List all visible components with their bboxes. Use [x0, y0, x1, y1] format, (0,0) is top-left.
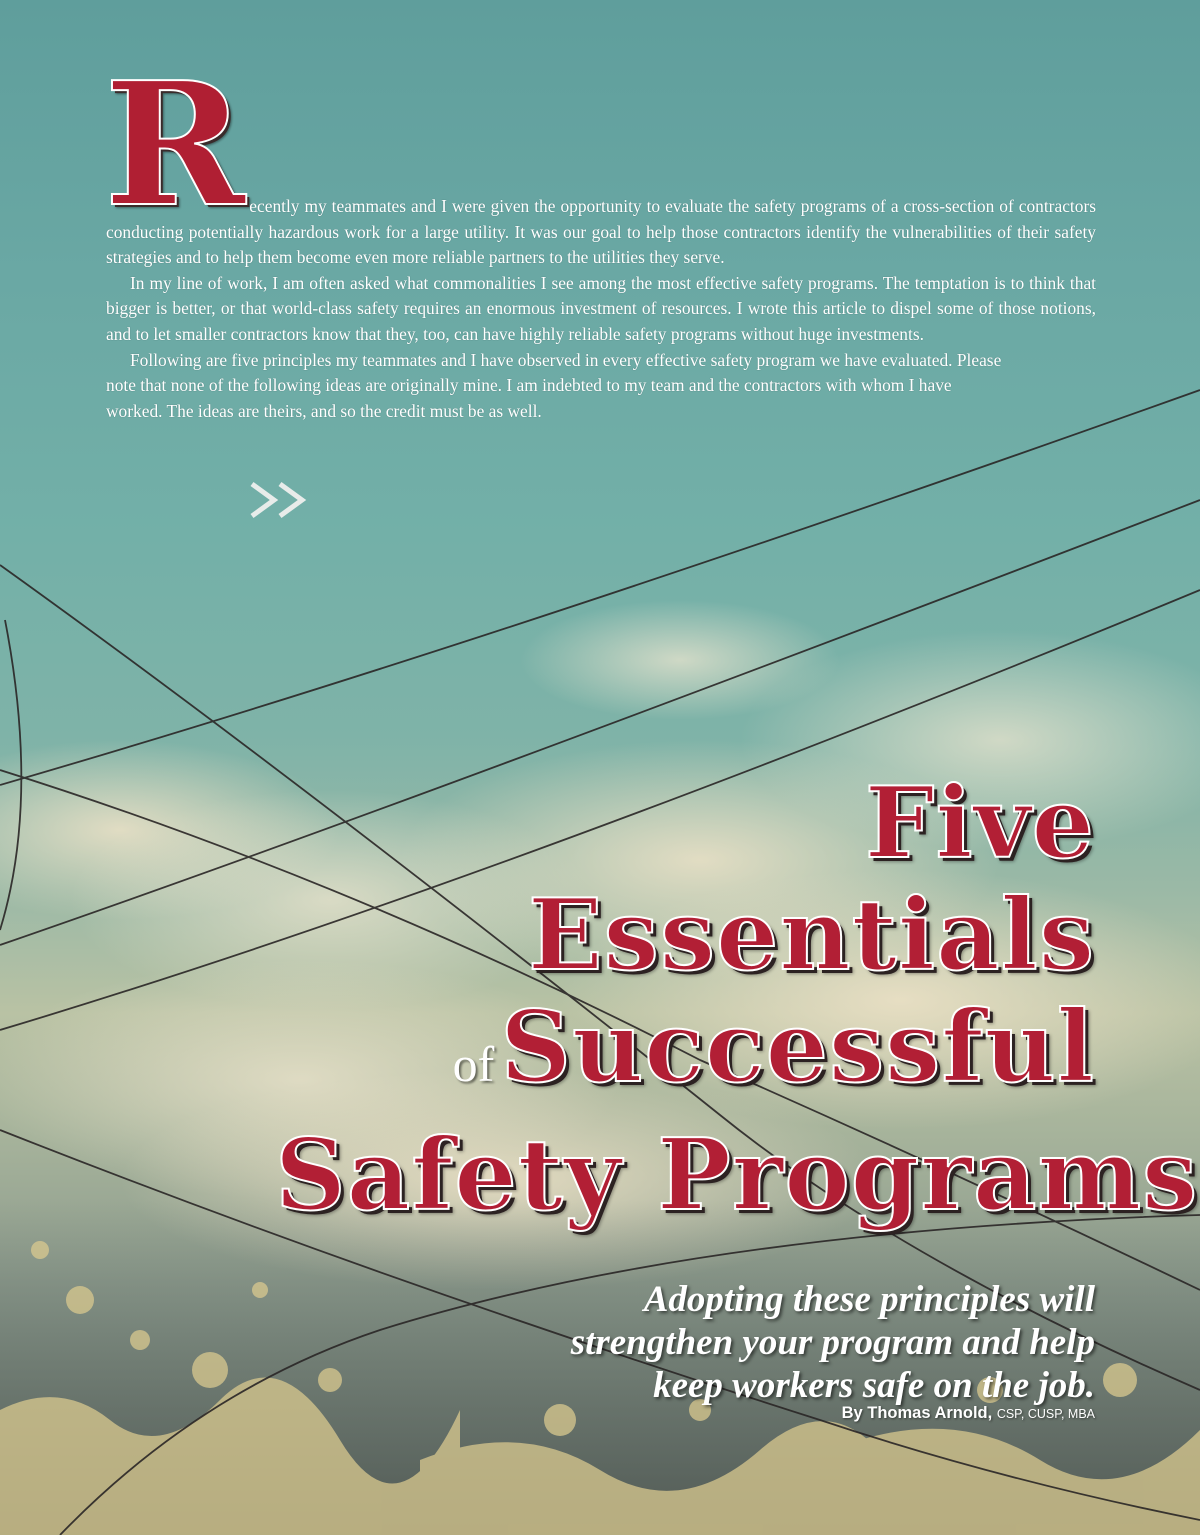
article-body [104, 45, 1096, 424]
title-word-successful: Successful [500, 990, 1095, 1105]
title-connector-of: of [452, 1036, 495, 1092]
double-chevron-right-icon [248, 480, 312, 520]
title-line-successful [275, 992, 1095, 1120]
title-line-safety-programs: Safety Programs [275, 1118, 1199, 1233]
subtitle-line-3: keep workers safe on the job. [653, 1365, 1095, 1406]
author-credentials: CSP, CUSP, MBA [996, 1407, 1095, 1421]
article-subtitle [455, 1278, 1095, 1407]
drop-cap: R [104, 45, 246, 245]
paragraph-1: ecently my teammates and I were given the opportunity to evaluate the safety programs of a cross-section of contractors conducting potentially hazardous work for a large utility. It was our goal to help those contractors identify the vulnerabilities of their safety strategies and to help them become even more reliable partners to the utilities they serve. [106, 196, 1096, 268]
dropcap-spacer [106, 82, 1096, 194]
paragraph-2: In my line of work, I am often asked what commonalities I see among the most effective safety programs. The temptation is to think that bigger is better, or that world-class safety requires an enormous investment of resources. I wrote this article to dispel some of those notions, and to let smaller contractors know that they, too, can have highly reliable safety programs without huge investments. [106, 272, 1096, 344]
author-name: By Thomas Arnold, [841, 1404, 993, 1422]
subtitle-line-2: strengthen your program and help [570, 1322, 1095, 1363]
title-line-five: Five [864, 766, 1095, 881]
paragraph-3: Following are five principles my teammates and I have observed in every effective safety program we have evaluated. Please note that none of the following ideas are originally mine. I am indebted to my team and the contractors with whom I have worked. The ideas are theirs, and so the credit must be as well. [106, 349, 1002, 421]
title-line-essentials: Essentials [527, 878, 1095, 993]
subtitle-line-1: Adopting these principles will [643, 1279, 1095, 1320]
byline [842, 1404, 1095, 1423]
article-title [275, 766, 1199, 1233]
